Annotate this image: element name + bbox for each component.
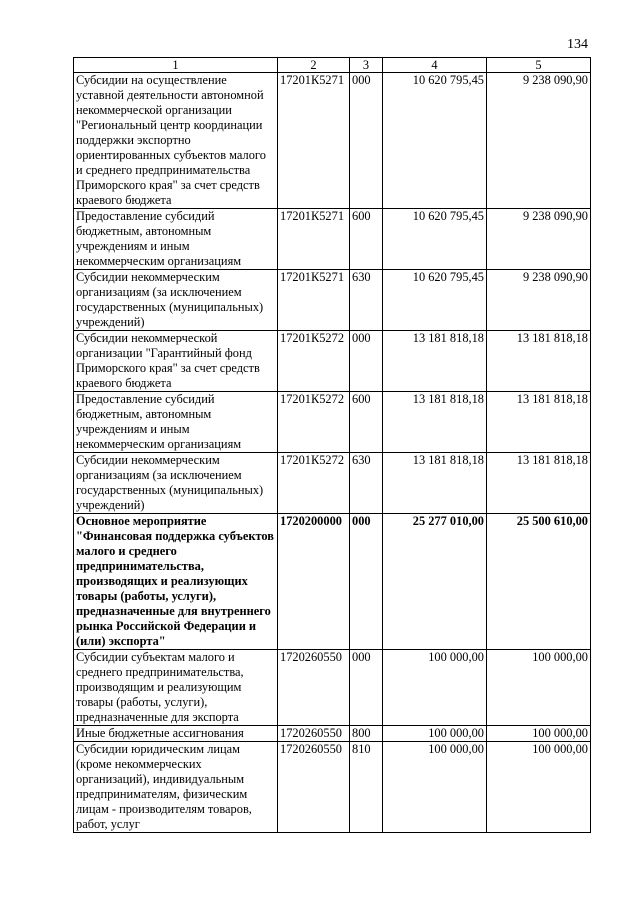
table-row (74, 726, 591, 742)
row-sum-year-2: 100 000,00 (487, 742, 591, 833)
table-row (74, 331, 591, 392)
table-row (74, 453, 591, 514)
row-sum-year-1: 10 620 795,45 (383, 73, 487, 209)
row-sum-year-1: 100 000,00 (383, 726, 487, 742)
row-sum-year-2: 25 500 610,00 (487, 514, 591, 650)
row-target-article: 1720260550 (278, 650, 350, 726)
row-name: Субсидии некоммерческой организации "Гарантийный фонд Приморского края" за счет средств краевого бюджета (74, 331, 278, 392)
row-target-article: 17201К5271 (278, 209, 350, 270)
row-sum-year-2: 100 000,00 (487, 650, 591, 726)
row-sum-year-1: 13 181 818,18 (383, 453, 487, 514)
header-col-4: 4 (383, 58, 487, 73)
row-sum-year-1: 100 000,00 (383, 650, 487, 726)
table-row (74, 742, 591, 833)
row-name: Субсидии некоммерческим организациям (за исключением государственных (муниципальных) учреждений) (74, 453, 278, 514)
row-expense-type: 600 (350, 392, 383, 453)
header-row (74, 58, 591, 73)
row-name: Основное мероприятие "Финансовая поддержка субъектов малого и среднего предпринимательства, производящих и реализующих товары (работы, услуги), предназначенные для внутреннего рынка Российской Федерации и (или) экспорта" (74, 514, 278, 650)
row-target-article: 1720260550 (278, 726, 350, 742)
row-expense-type: 800 (350, 726, 383, 742)
table-row (74, 73, 591, 209)
row-expense-type: 000 (350, 650, 383, 726)
row-name: Субсидии субъектам малого и среднего предпринимательства, производящим и реализующим товары (работы, услуги), предназначенные для экспорта (74, 650, 278, 726)
row-sum-year-1: 10 620 795,45 (383, 209, 487, 270)
page-number: 134 (567, 37, 588, 52)
row-name: Предоставление субсидий бюджетным, автономным учреждениям и иным некоммерческим организациям (74, 392, 278, 453)
row-sum-year-2: 13 181 818,18 (487, 392, 591, 453)
row-sum-year-1: 10 620 795,45 (383, 270, 487, 331)
table-row (74, 270, 591, 331)
row-expense-type: 000 (350, 331, 383, 392)
row-name: Иные бюджетные ассигнования (74, 726, 278, 742)
row-sum-year-2: 13 181 818,18 (487, 331, 591, 392)
row-target-article: 17201К5272 (278, 453, 350, 514)
row-sum-year-1: 100 000,00 (383, 742, 487, 833)
row-target-article: 17201К5272 (278, 392, 350, 453)
row-expense-type: 810 (350, 742, 383, 833)
row-sum-year-2: 13 181 818,18 (487, 453, 591, 514)
table-row-main-event (74, 514, 591, 650)
row-expense-type: 630 (350, 453, 383, 514)
header-col-3: 3 (350, 58, 383, 73)
row-expense-type: 000 (350, 514, 383, 650)
table-row (74, 650, 591, 726)
row-expense-type: 600 (350, 209, 383, 270)
row-sum-year-2: 9 238 090,90 (487, 73, 591, 209)
header-col-1: 1 (74, 58, 278, 73)
row-sum-year-1: 13 181 818,18 (383, 331, 487, 392)
row-name: Субсидии на осуществление уставной деятельности автономной некоммерческой организации "Региональный центр координации поддержки экспортно ориентированных субъектов малого и среднего предпринимательства Приморского края" за счет средств краевого бюджета (74, 73, 278, 209)
row-target-article: 1720200000 (278, 514, 350, 650)
row-sum-year-1: 13 181 818,18 (383, 392, 487, 453)
row-target-article: 1720260550 (278, 742, 350, 833)
row-sum-year-2: 100 000,00 (487, 726, 591, 742)
row-name: Субсидии юридическим лицам (кроме некоммерческих организаций), индивидуальным предпринимателям, физическим лицам - производителям товаров, работ, услуг (74, 742, 278, 833)
budget-table (73, 57, 591, 833)
table-row (74, 209, 591, 270)
table-row (74, 392, 591, 453)
row-expense-type: 000 (350, 73, 383, 209)
row-name: Предоставление субсидий бюджетным, автономным учреждениям и иным некоммерческим организациям (74, 209, 278, 270)
row-sum-year-2: 9 238 090,90 (487, 270, 591, 331)
row-target-article: 17201К5271 (278, 270, 350, 331)
header-col-5: 5 (487, 58, 591, 73)
row-name: Субсидии некоммерческим организациям (за исключением государственных (муниципальных) учреждений) (74, 270, 278, 331)
header-col-2: 2 (278, 58, 350, 73)
row-target-article: 17201К5272 (278, 331, 350, 392)
row-sum-year-1: 25 277 010,00 (383, 514, 487, 650)
row-target-article: 17201К5271 (278, 73, 350, 209)
row-expense-type: 630 (350, 270, 383, 331)
row-sum-year-2: 9 238 090,90 (487, 209, 591, 270)
